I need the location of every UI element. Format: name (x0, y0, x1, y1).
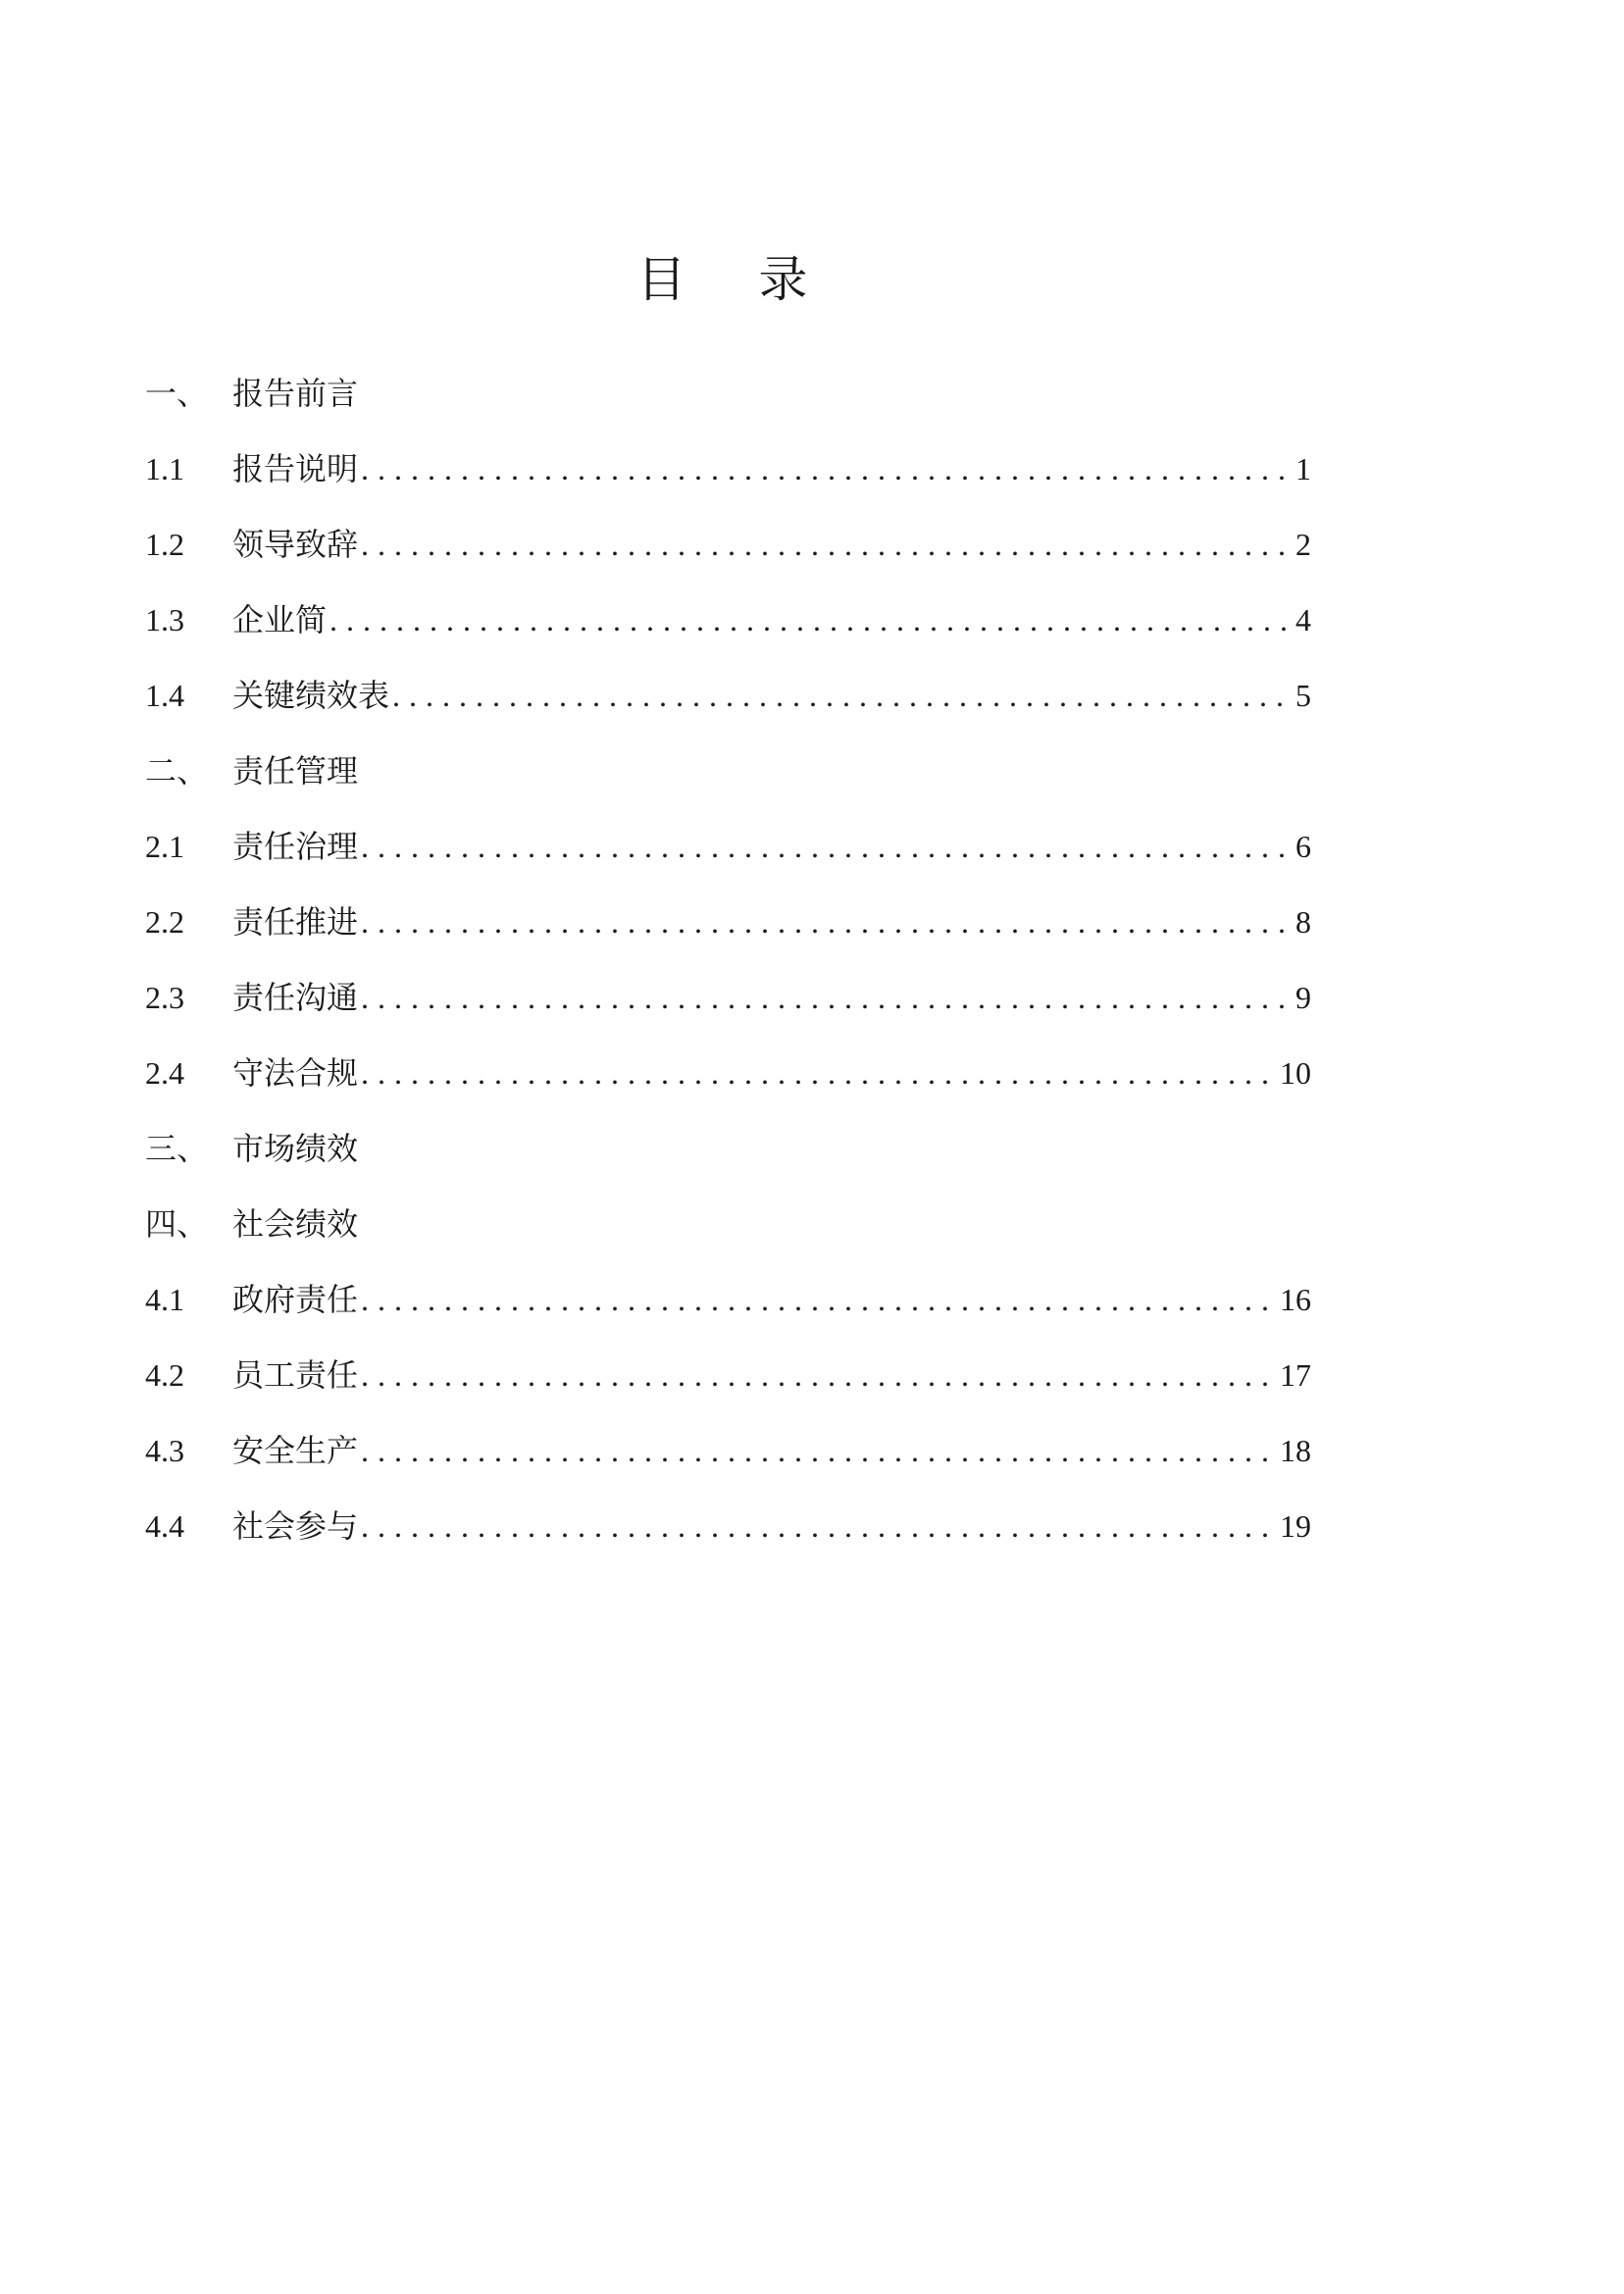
toc-dot-leader (358, 1432, 1274, 1469)
toc-section-heading (145, 1205, 1311, 1281)
toc-entry-number: 1.1 (145, 451, 184, 486)
toc-page-number: 6 (1295, 829, 1311, 864)
toc-entry-number: 4.4 (145, 1508, 184, 1544)
toc-entry-number: 2.4 (145, 1055, 184, 1091)
toc-section-heading (145, 1130, 1311, 1205)
toc-entry-label: 报告说明 (232, 451, 359, 486)
toc-entry (145, 526, 1311, 601)
toc-entry-label: 领导致辞 (232, 527, 359, 562)
toc-entry-label: 责任沟通 (232, 980, 359, 1015)
toc-entry (145, 1507, 1311, 1583)
toc-entry (145, 677, 1311, 752)
toc-entry (145, 979, 1311, 1054)
toc-entry-label: 关键绩效表 (232, 678, 390, 713)
toc-entry-label: 守法合规 (232, 1055, 359, 1091)
toc-entry-number: 4.3 (145, 1433, 184, 1468)
toc-entry-label: 政府责任 (232, 1282, 359, 1317)
toc-dot-leader (327, 601, 1290, 638)
toc-page-number: 5 (1295, 678, 1311, 713)
toc-dot-leader (358, 903, 1290, 941)
toc-entry-number: 2.1 (145, 829, 184, 864)
toc-entry-number: 4.2 (145, 1357, 184, 1393)
toc-entry-label: 责任治理 (232, 829, 359, 864)
toc-entry (145, 903, 1311, 979)
toc-page-number: 17 (1280, 1357, 1311, 1393)
toc-entry-label: 责任推进 (232, 904, 359, 940)
toc-page-number: 8 (1295, 904, 1311, 940)
toc-entry-label: 社会参与 (232, 1508, 359, 1544)
toc-section-number: 三、 (145, 1131, 209, 1166)
toc-page-number: 16 (1280, 1282, 1311, 1317)
toc-entry (145, 601, 1311, 677)
toc-dot-leader (389, 677, 1290, 714)
toc-entry-number: 1.4 (145, 678, 184, 713)
toc-dot-leader (358, 1356, 1274, 1394)
toc-section-label: 责任管理 (232, 753, 359, 789)
toc-page-number: 4 (1295, 602, 1311, 637)
toc-entry-label: 安全生产 (232, 1433, 359, 1468)
toc-section-number: 二、 (145, 753, 209, 789)
toc-page-number: 1 (1295, 451, 1311, 486)
toc-entry (145, 1356, 1311, 1432)
toc-entry (145, 828, 1311, 903)
toc-entry-number: 2.3 (145, 980, 184, 1015)
toc-entry (145, 1432, 1311, 1507)
toc-dot-leader (358, 979, 1290, 1016)
toc-dot-leader (358, 1054, 1274, 1092)
toc-dot-leader (358, 1281, 1274, 1318)
toc-section-label: 市场绩效 (232, 1131, 359, 1166)
toc-page-number: 9 (1295, 980, 1311, 1015)
toc-section-heading (145, 375, 1311, 450)
toc-list (145, 375, 1311, 1583)
toc-dot-leader (358, 828, 1290, 865)
toc-dot-leader (358, 526, 1290, 563)
toc-entry (145, 450, 1311, 526)
toc-title: 目 录 (636, 252, 820, 307)
toc-entry-number: 1.2 (145, 527, 184, 562)
toc-section-heading (145, 752, 1311, 828)
toc-page-number: 18 (1280, 1433, 1311, 1468)
toc-section-label: 社会绩效 (232, 1206, 359, 1242)
toc-section-number: 四、 (145, 1206, 209, 1242)
toc-entry-label: 企业简 (232, 602, 328, 637)
toc-dot-leader (358, 450, 1290, 487)
toc-section-label: 报告前言 (232, 376, 359, 411)
toc-dot-leader (358, 1507, 1274, 1545)
toc-page-number: 19 (1280, 1508, 1311, 1544)
toc-entry (145, 1281, 1311, 1356)
toc-page-number: 2 (1295, 527, 1311, 562)
toc-entry-number: 1.3 (145, 602, 184, 637)
toc-entry (145, 1054, 1311, 1130)
toc-section-number: 一、 (145, 376, 209, 411)
toc-entry-number: 2.2 (145, 904, 184, 940)
toc-page-number: 10 (1280, 1055, 1311, 1091)
toc-entry-label: 员工责任 (232, 1357, 359, 1393)
toc-entry-number: 4.1 (145, 1282, 184, 1317)
